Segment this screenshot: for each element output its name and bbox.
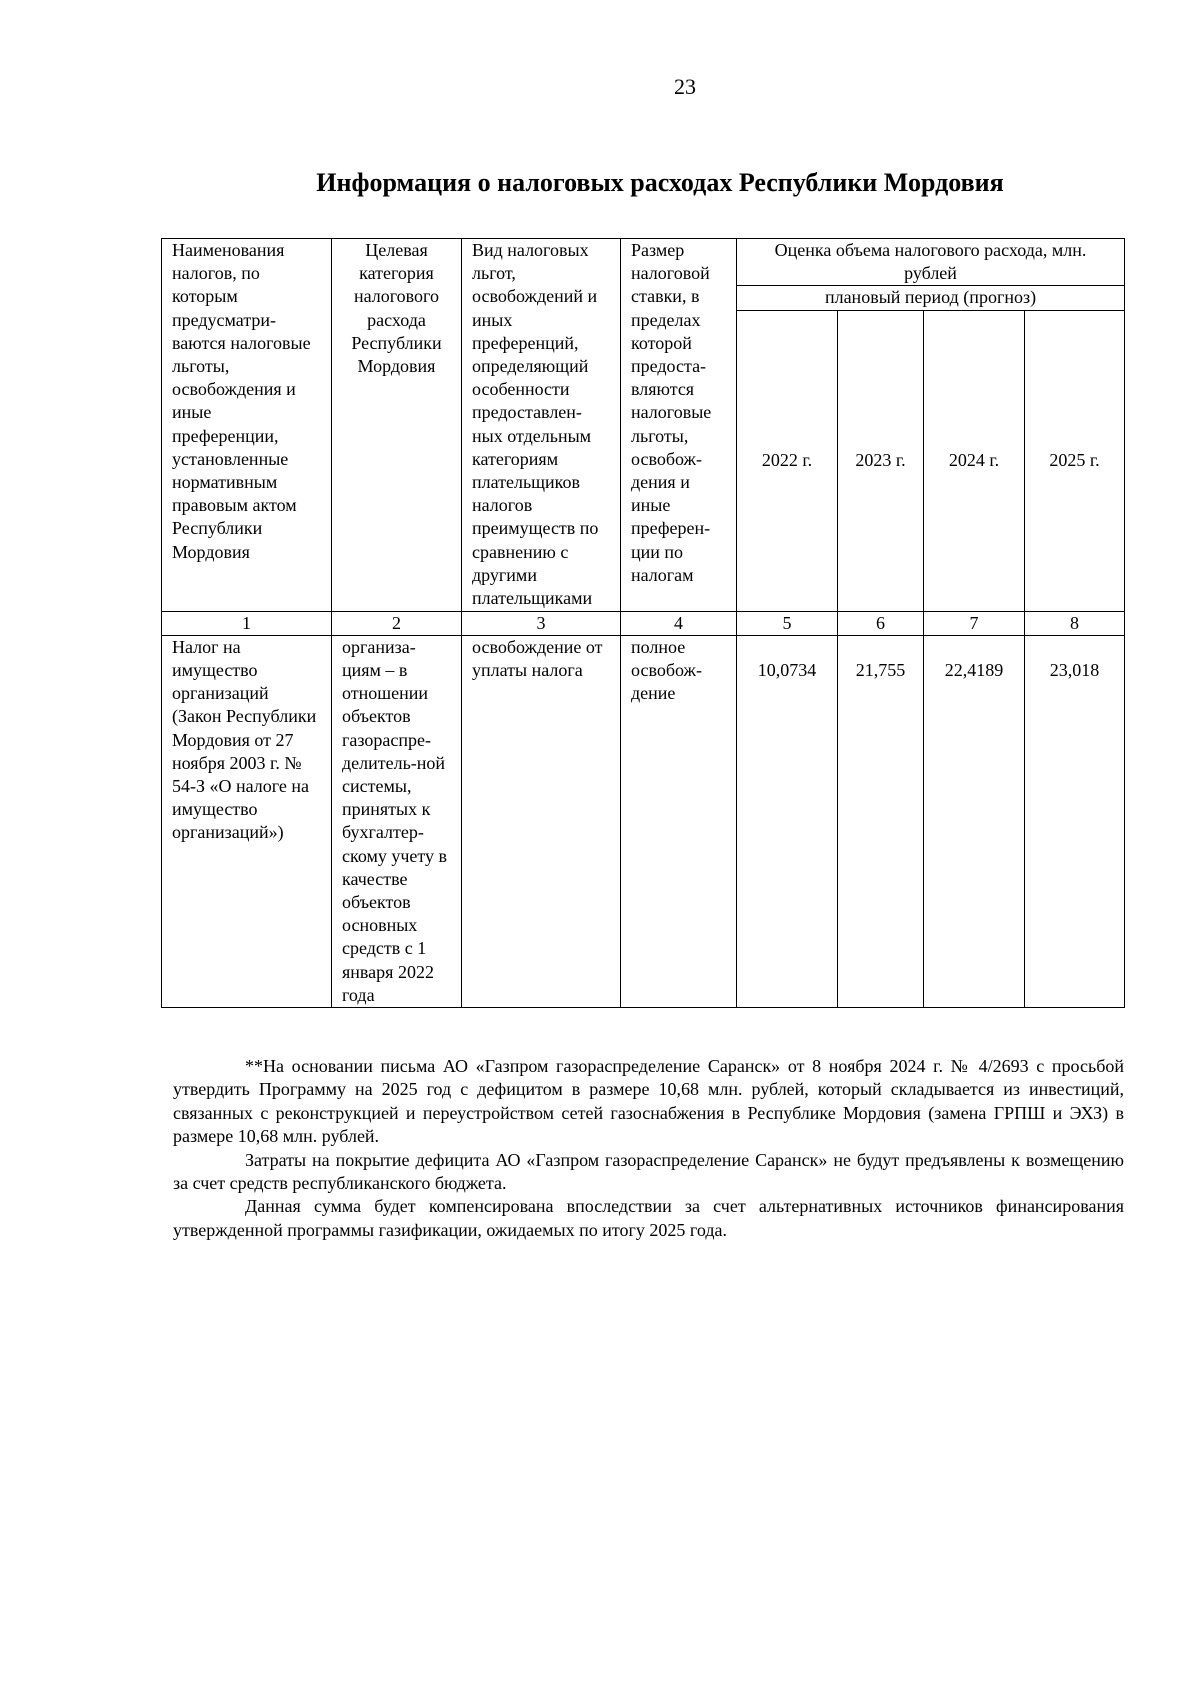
column-numbers-row bbox=[162, 611, 1125, 635]
header-year-2024: 2024 г. bbox=[924, 310, 1025, 611]
cell-value-2023: 21,755 bbox=[838, 635, 924, 1007]
footnote-paragraph: **На основании письма АО «Газпром газораспределение Саранск» от 8 ноября 2024 г. № 4/2693 с просьбой утвердить Программу на 2025 год с дефицитом в размере 10,68 млн. рублей, который складывается из инвестиций, связанных с реконструкцией и переустройством сетей газоснабжения в Республике Мордовия (замена ГРПШ и ЭХЗ) в размере 10,68 млн. рублей. bbox=[173, 1056, 1124, 1147]
header-year-2025: 2025 г. bbox=[1025, 310, 1125, 611]
header-year-2022: 2022 г. bbox=[737, 310, 838, 611]
header-benefit-type: Вид налоговых льгот, освобождений и иных преференций, определяющий особенности предоставлен-ных отдельным категориям плательщиков налогов преимуществ по сравнению с другими плательщиками bbox=[462, 239, 621, 612]
cell-target-category: организа-циям – в отношении объектов газораспре-делитель-ной системы, принятых к бухгалтер-скому учету в качестве объектов основных средств с 1 января 2022 года bbox=[332, 635, 462, 1007]
footnote-paragraph: Данная сумма будет компенсирована впоследствии за счет альтернативных источников финансирования утвержденной программы газификации, ожидаемых по итогу 2025 года. bbox=[173, 1196, 1124, 1240]
tax-expenditure-table bbox=[161, 238, 1125, 1008]
header-year-2023: 2023 г. bbox=[838, 310, 924, 611]
header-tax-rate: Размер налоговой ставки, в пределах которой предоста-вляются налоговые льготы, освобож-дения и иные преферен-ции по налогам bbox=[621, 239, 737, 612]
column-number: 2 bbox=[332, 611, 462, 635]
footnote-paragraph: Затраты на покрытие дефицита АО «Газпром газораспределение Саранск» не будут предъявлены к возмещению за счет средств республиканского бюджета. bbox=[173, 1149, 1124, 1194]
footnotes bbox=[173, 1055, 1124, 1242]
column-number: 7 bbox=[924, 611, 1025, 635]
table-row bbox=[162, 635, 1125, 1007]
column-number: 8 bbox=[1025, 611, 1125, 635]
cell-benefit-type: освобождение от уплаты налога bbox=[462, 635, 621, 1007]
header-planning-period: плановый период (прогноз) bbox=[737, 286, 1125, 310]
cell-value-2022: 10,0734 bbox=[737, 635, 838, 1007]
page-title: Информация о налоговых расходах Республики Мордовия bbox=[316, 168, 1004, 197]
cell-value-2024: 22,4189 bbox=[924, 635, 1025, 1007]
header-tax-name: Наименования налогов, по которым предусматри-ваются налоговые льготы, освобождения и иные преференции, установленные нормативным правовым актом Республики Мордовия bbox=[162, 239, 332, 612]
column-number: 5 bbox=[737, 611, 838, 635]
cell-tax-name: Налог на имущество организаций (Закон Республики Мордовия от 27 ноября 2003 г. № 54-З «О налоге на имущество организаций») bbox=[162, 635, 332, 1007]
column-number: 6 bbox=[838, 611, 924, 635]
column-number: 1 bbox=[162, 611, 332, 635]
page-number: 23 bbox=[674, 74, 696, 99]
header-target-category: Целевая категория налогового расхода Республики Мордовия bbox=[332, 239, 462, 612]
cell-value-2025: 23,018 bbox=[1025, 635, 1125, 1007]
column-number: 3 bbox=[462, 611, 621, 635]
column-number: 4 bbox=[621, 611, 737, 635]
header-estimate: Оценка объема налогового расхода, млн. рублей bbox=[737, 239, 1125, 286]
cell-tax-rate: полное освобож-дение bbox=[621, 635, 737, 1007]
